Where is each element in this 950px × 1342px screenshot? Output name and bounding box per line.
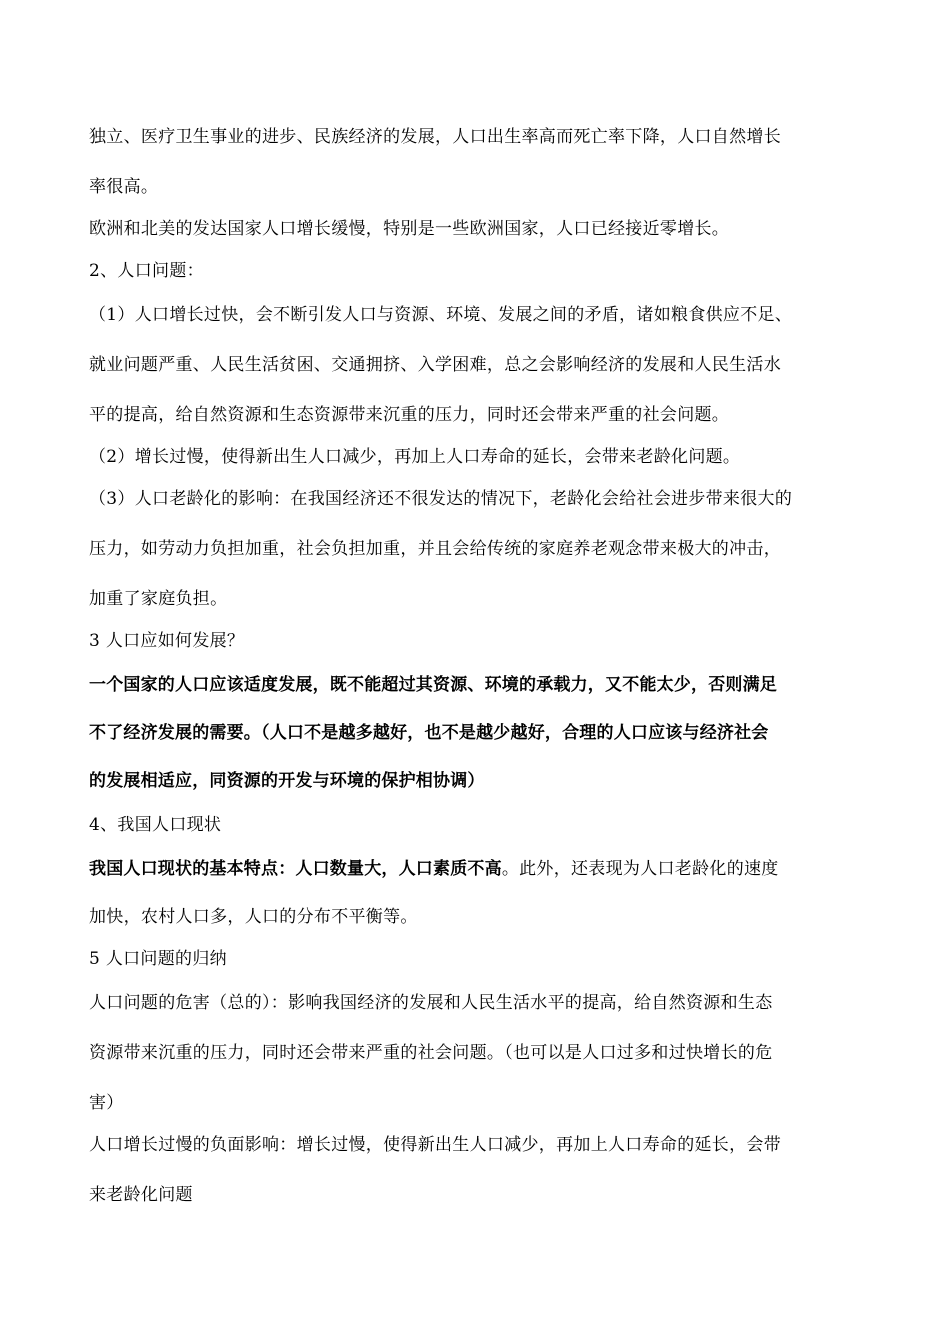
paragraph-line-bold: 的发展相适应，同资源的开发与环境的保护相协调） [89, 771, 485, 791]
paragraph-line: 资源带来沉重的压力，同时还会带来严重的社会问题。（也可以是人口过多和过快增长的危 [89, 1043, 773, 1063]
section-heading: 4、我国人口现状 [89, 815, 222, 835]
paragraph-text: 。此外，还表现为人口老龄化的速度 [501, 859, 779, 879]
section-heading: 3 人口应如何发展？ [89, 631, 245, 651]
paragraph-line: 就业问题严重、人民生活贫困、交通拥挤、入学困难，总之会影响经济的发展和人民生活水 [89, 355, 781, 375]
section-heading: 5 人口问题的归纳 [89, 949, 227, 969]
paragraph-line: 人口增长过慢的负面影响：增长过慢，使得新出生人口减少，再加上人口寿命的延长，会带 [89, 1135, 781, 1155]
paragraph-line-bold: 不了经济发展的需要。（人口不是越多越好，也不是越少越好，合理的人口应该与经济社会 [89, 723, 769, 743]
paragraph-line: 加快，农村人口多，人口的分布不平衡等。 [89, 907, 418, 927]
paragraph-line: 加重了家庭负担。 [89, 589, 228, 609]
paragraph-line: 人口问题的危害（总的）：影响我国经济的发展和人民生活水平的提高，给自然资源和生态 [89, 993, 773, 1013]
paragraph-line: 害） [89, 1093, 124, 1113]
paragraph-line-bold: 一个国家的人口应该适度发展，既不能超过其资源、环境的承载力，又不能太少，否则满足 [89, 675, 777, 695]
section-heading: 2、人口问题： [89, 261, 204, 281]
paragraph-line: 来老龄化问题 [89, 1185, 193, 1205]
paragraph-line: 压力，如劳动力负担加重，社会负担加重，并且会给传统的家庭养老观念带来极大的冲击， [89, 539, 781, 559]
paragraph-line: 率很高。 [89, 177, 159, 197]
paragraph-line: （1）人口增长过快，会不断引发人口与资源、环境、发展之间的矛盾，诸如粮食供应不足、 [89, 305, 793, 325]
paragraph-line [89, 858, 779, 880]
paragraph-line: 欧洲和北美的发达国家人口增长缓慢，特别是一些欧洲国家，人口已经接近零增长。 [89, 219, 730, 239]
paragraph-line: （3）人口老龄化的影响：在我国经济还不很发达的情况下，老龄化会给社会进步带来很大的 [89, 489, 793, 509]
paragraph-line: 独立、医疗卫生事业的进步、民族经济的发展，人口出生率高而死亡率下降，人口自然增长 [89, 127, 781, 147]
paragraph-line: 平的提高，给自然资源和生态资源带来沉重的压力，同时还会带来严重的社会问题。 [89, 405, 730, 425]
key-point-text: 我国人口现状的基本特点：人口数量大，人口素质不高 [89, 859, 502, 879]
paragraph-line: （2）增长过慢，使得新出生人口减少，再加上人口寿命的延长，会带来老龄化问题。 [89, 447, 741, 467]
